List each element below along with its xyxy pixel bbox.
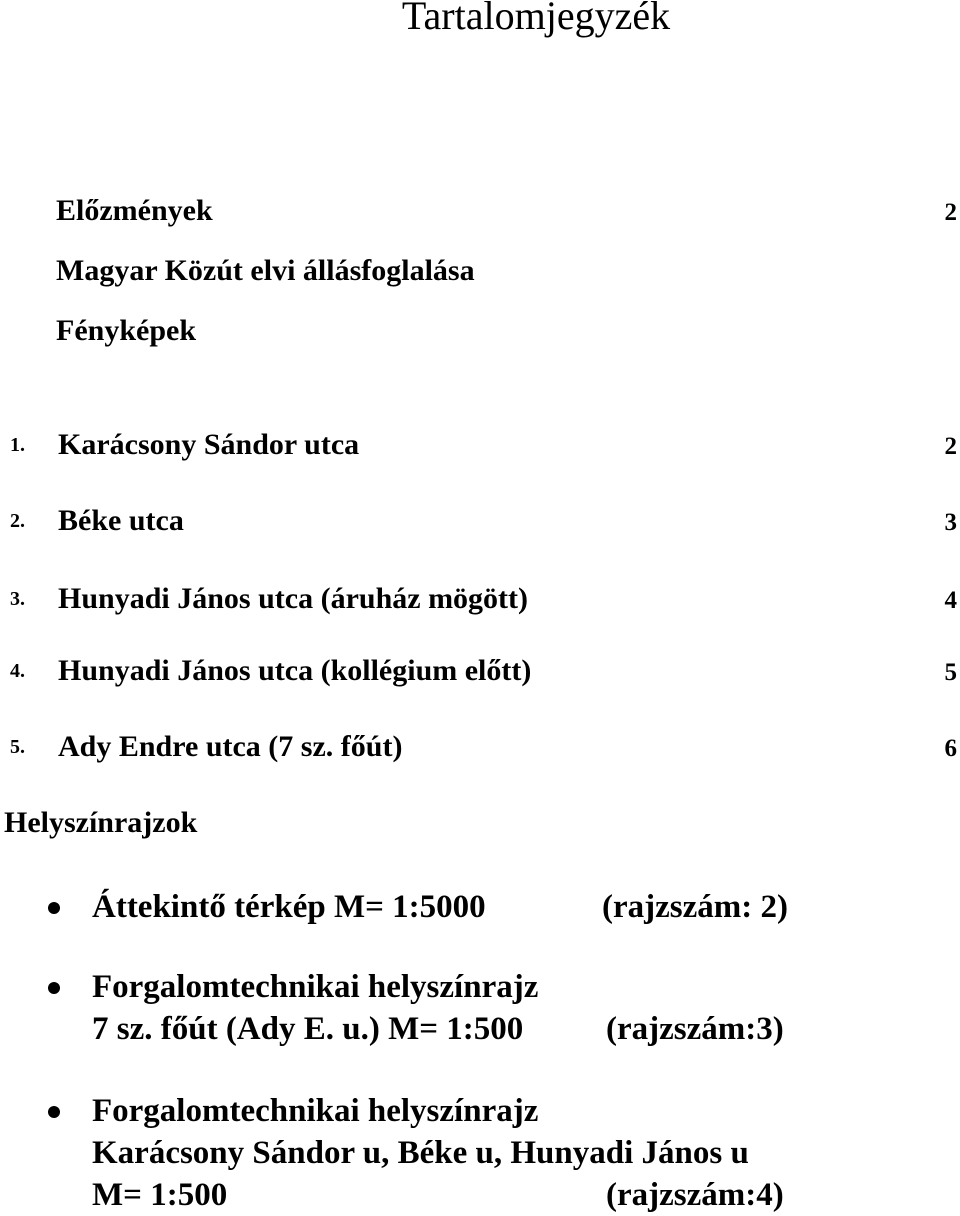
toc-page-number: 4 xyxy=(944,587,957,614)
toc-page-number: 5 xyxy=(944,659,957,686)
toc-number: 4. xyxy=(10,660,25,682)
toc-entry-karacsony-sandor: Karácsony Sándor utca xyxy=(58,428,360,461)
bullet-item-forgalom-2-scale: M= 1:500 xyxy=(92,1177,228,1213)
toc-page-number: 2 xyxy=(944,433,957,460)
toc-number: 5. xyxy=(10,736,25,758)
toc-page-number: 6 xyxy=(944,735,957,762)
toc-number: 1. xyxy=(10,434,25,456)
bullet-icon xyxy=(48,902,60,914)
toc-number: 2. xyxy=(10,510,25,532)
bullet-icon xyxy=(48,1106,60,1118)
bullet-item-forgalom-2: Forgalomtechnikai helyszínrajz xyxy=(92,1093,539,1129)
toc-entry-beke-utca: Béke utca xyxy=(58,504,184,537)
drawing-number: (rajzszám:4) xyxy=(606,1177,784,1213)
bullet-icon xyxy=(48,982,60,994)
toc-page-number: 2 xyxy=(944,199,957,226)
bullet-item-attekinto: Áttekintő térkép M= 1:5000 xyxy=(92,889,486,925)
section-heading-helyszinrajzok: Helyszínrajzok xyxy=(4,806,198,839)
toc-number: 3. xyxy=(10,588,25,610)
bullet-item-forgalom-1-detail: 7 sz. főút (Ady E. u.) M= 1:500 xyxy=(92,1011,524,1047)
bullet-item-forgalom-2-streets: Karácsony Sándor u, Béke u, Hunyadi János u xyxy=(92,1135,749,1171)
toc-entry-elozmenyek: Előzmények xyxy=(56,194,213,227)
toc-entry-hunyadi-aruhaz: Hunyadi János utca (áruház mögött) xyxy=(58,582,529,615)
toc-page-number: 3 xyxy=(944,509,957,536)
toc-entry-hunyadi-kollegium: Hunyadi János utca (kollégium előtt) xyxy=(58,654,532,687)
page-title: Tartalomjegyzék xyxy=(401,0,671,38)
drawing-number: (rajzszám:3) xyxy=(606,1011,784,1047)
toc-entry-magyar-kozut: Magyar Közút elvi állásfoglalása xyxy=(56,254,475,287)
drawing-number: (rajzszám: 2) xyxy=(602,889,788,925)
toc-entry-fenykepek: Fényképek xyxy=(56,314,197,347)
toc-entry-ady-endre: Ady Endre utca (7 sz. főút) xyxy=(58,730,403,763)
bullet-item-forgalom-1: Forgalomtechnikai helyszínrajz xyxy=(92,969,539,1005)
